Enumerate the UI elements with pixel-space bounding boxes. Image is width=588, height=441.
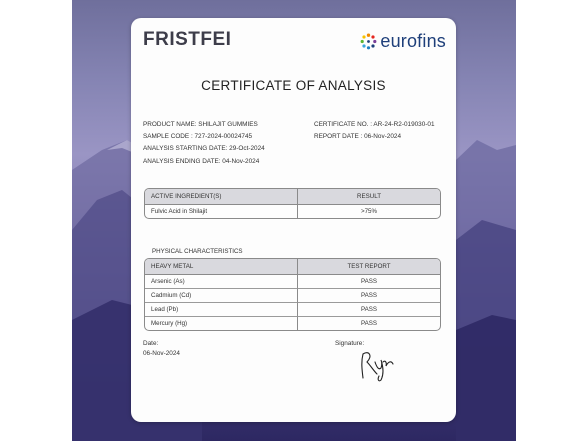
product-name: PRODUCT NAME: SHILAJIT GUMMIES bbox=[143, 121, 258, 128]
table-row bbox=[145, 303, 440, 317]
column-header: HEAVY METAL bbox=[145, 259, 297, 275]
sample-details bbox=[143, 119, 265, 168]
table-header-row bbox=[145, 259, 440, 275]
table-row bbox=[145, 317, 440, 330]
column-header: ACTIVE INGREDIENT(S) bbox=[145, 189, 297, 205]
table-cell: >75% bbox=[297, 205, 440, 218]
report-date: REPORT DATE : 06-Nov-2024 bbox=[314, 133, 402, 141]
active-ingredient-table bbox=[144, 188, 441, 219]
table-cell: Cadmium (Cd) bbox=[145, 289, 297, 303]
table-row bbox=[145, 205, 440, 218]
column-header: RESULT bbox=[297, 189, 440, 205]
table-cell: Fulvic Acid in Shilajit bbox=[151, 208, 208, 215]
table-cell: Lead (Pb) bbox=[145, 303, 297, 317]
table-row bbox=[145, 289, 440, 303]
analysis-start-date: ANALYSIS STARTING DATE: 29-Oct-2024 bbox=[143, 145, 265, 153]
sample-code: SAMPLE CODE : 727-2024-00024745 bbox=[143, 133, 253, 141]
section-label: PHYSICAL CHARACTERISTICS bbox=[152, 248, 243, 255]
eurofins-dots-icon bbox=[360, 33, 377, 50]
table-cell: Mercury (Hg) bbox=[151, 320, 188, 327]
analysis-end-date: ANALYSIS ENDING DATE: 04-Nov-2024 bbox=[143, 157, 260, 165]
certificate-number: CERTIFICATE NO. : AR-24-R2-019030-01 bbox=[314, 121, 435, 128]
handwritten-signature bbox=[357, 348, 397, 384]
heavy-metal-table bbox=[144, 258, 441, 331]
table-cell: PASS bbox=[297, 317, 440, 330]
lab-name: eurofins bbox=[380, 31, 446, 51]
certificate-card bbox=[131, 18, 456, 422]
certificate-details bbox=[314, 119, 435, 143]
table-cell: PASS bbox=[297, 275, 440, 289]
brand-logo: FRISTFEI bbox=[143, 29, 232, 50]
column-header: TEST REPORT bbox=[297, 259, 440, 275]
table-row bbox=[145, 275, 440, 289]
lab-logo bbox=[360, 31, 446, 52]
table-cell: PASS bbox=[297, 303, 440, 317]
table-cell: Arsenic (As) bbox=[145, 275, 297, 289]
signature-label: Signature: bbox=[335, 340, 365, 347]
signoff-date: 06-Nov-2024 bbox=[143, 350, 180, 357]
table-cell: PASS bbox=[297, 289, 440, 303]
document-title: CERTIFICATE OF ANALYSIS bbox=[201, 78, 386, 93]
date-label: Date: bbox=[143, 340, 159, 347]
table-header-row bbox=[145, 189, 440, 205]
